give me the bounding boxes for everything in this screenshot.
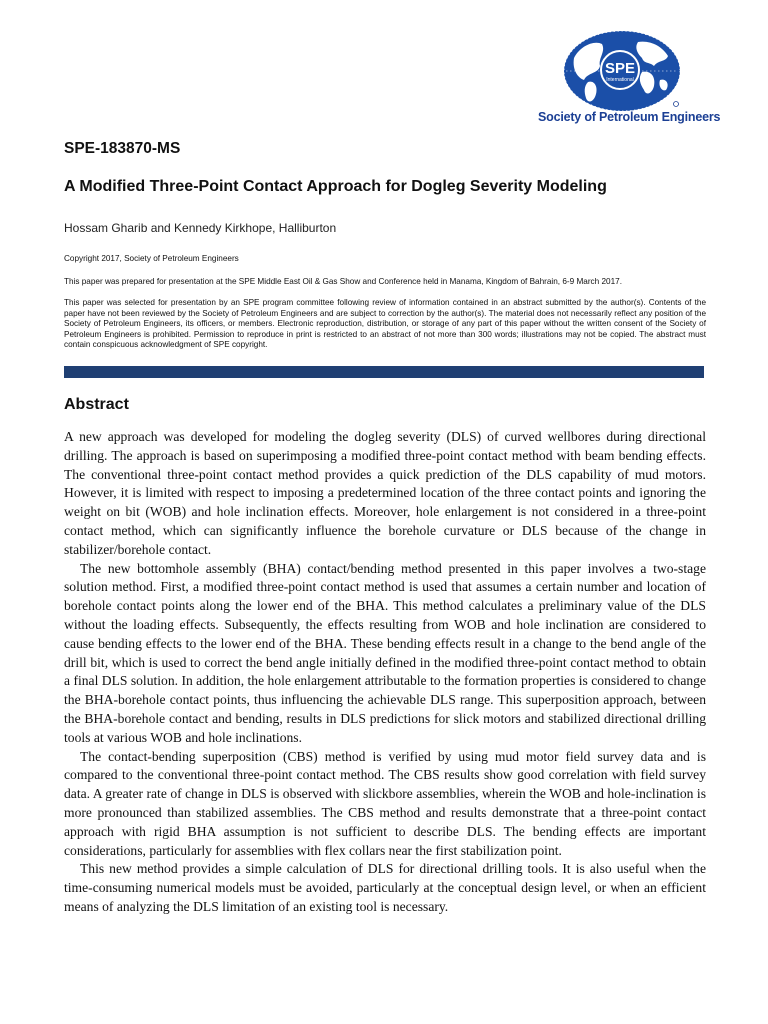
- logo-wordmark: Society of Petroleum Engineers: [538, 110, 721, 124]
- abstract-paragraph: This new method provides a simple calculation of DLS for directional drilling tools. It is also useful when the time-consuming numerical models must be avoided, particularly at the conceptual design level, or when an efficient means of analyzing the DLS limitation of an existing tool is necessary.: [64, 861, 706, 914]
- section-divider: [64, 366, 704, 378]
- logo-globe-text: SPE: [604, 60, 636, 77]
- abstract-paragraph: A new approach was developed for modeling the dogleg severity (DLS) of curved wellbores during directional drilling. The approach is based on superimposing a modified three-point contact method with beam bending effects. The conventional three-point contact method provides a quick prediction of the DLS capability of mud motors. However, it is limited with respect to imposing a predetermined location of the three contact points and ignoring the weight on bit (WOB) and hole inclination effects. Moreover, hole enlargement is not considered in a three-point contact method, which can significantly influence the borehole curvature or DLS because of the change in stabilizer/borehole contact.: [64, 429, 706, 557]
- logo-globe-subtext: International: [606, 77, 634, 83]
- registered-mark-icon: [674, 102, 679, 107]
- paper-id: SPE-183870-MS: [64, 140, 181, 157]
- abstract-body: [64, 428, 706, 917]
- paper-title: A Modified Three-Point Contact Approach for Dogleg Severity Modeling: [64, 178, 607, 195]
- presentation-notice: This paper was prepared for presentation at the SPE Middle East Oil & Gas Show and Conference held in Manama, Kingdom of Bahrain, 6-9 March 2017.: [64, 277, 622, 286]
- paper-authors: Hossam Gharib and Kennedy Kirkhope, Halliburton: [64, 221, 337, 235]
- abstract-paragraph: The contact-bending superposition (CBS) method is verified by using mud motor field survey data and is compared to the conventional three-point contact method. The CBS results show good correlation with field survey data. A greater rate of change in DLS is observed with slickbore assemblies, wherein the WOB and hole-inclination is more pronounced than stabilized assemblies. The CBS method and results demonstrate that a three-point contact approach with rigid BHA assumption is not sufficient to describe DLS. The bending effects are important considerations, particularly for assemblies with flex collars near the first stabilization point.: [64, 748, 706, 858]
- abstract-paragraph: The new bottomhole assembly (BHA) contact/bending method presented in this paper involves a two-stage solution method. First, a modified three-point contact method is used that assumes a certain number and location of borehole contact points along the lower end of the BHA. This method calculates a preliminary value of the DLS without the loading effects. Subsequently, the effects resulting from WOB and hole inclination are considered to cause bending effects to the lower end of the BHA. These bending effects result in a change to the bend angle of the drill bit, which is used to correct the bend angle initially defined in the modified three-point contact method to obtain a final DLS solution. In addition, the hole enlargement attributable to the formation properties is considered to change the BHA-borehole contact points, thus influencing the achievable DLS range. This superposition approach, between the BHA-borehole contact and bending, results in DLS predictions for slick motors and stabilized directional drilling tools at various WOB and hole inclinations.: [64, 560, 706, 745]
- spe-globe-icon: [558, 28, 686, 114]
- abstract-heading: Abstract: [64, 396, 129, 413]
- copyright-notice: Copyright 2017, Society of Petroleum Engineers: [64, 254, 239, 263]
- selection-notice: This paper was selected for presentation by an SPE program committee following review of information contained in an abstract submitted by the author(s). Contents of the paper have not been reviewed by the Society of Petroleum Engineers and are subject to correction by the author(s). The material does not necessarily reflect any position of the Society of Petroleum Engineers, its officers, or members. Electronic reproduction, distribution, or storage of any part of this paper without the written consent of the Society of Petroleum Engineers is prohibited. Permission to reproduce in print is restricted to an abstract of not more than 300 words; illustrations may not be copied. The abstract must contain conspicuous acknowledgment of SPE copyright.: [64, 298, 706, 350]
- spe-logo: [538, 28, 721, 128]
